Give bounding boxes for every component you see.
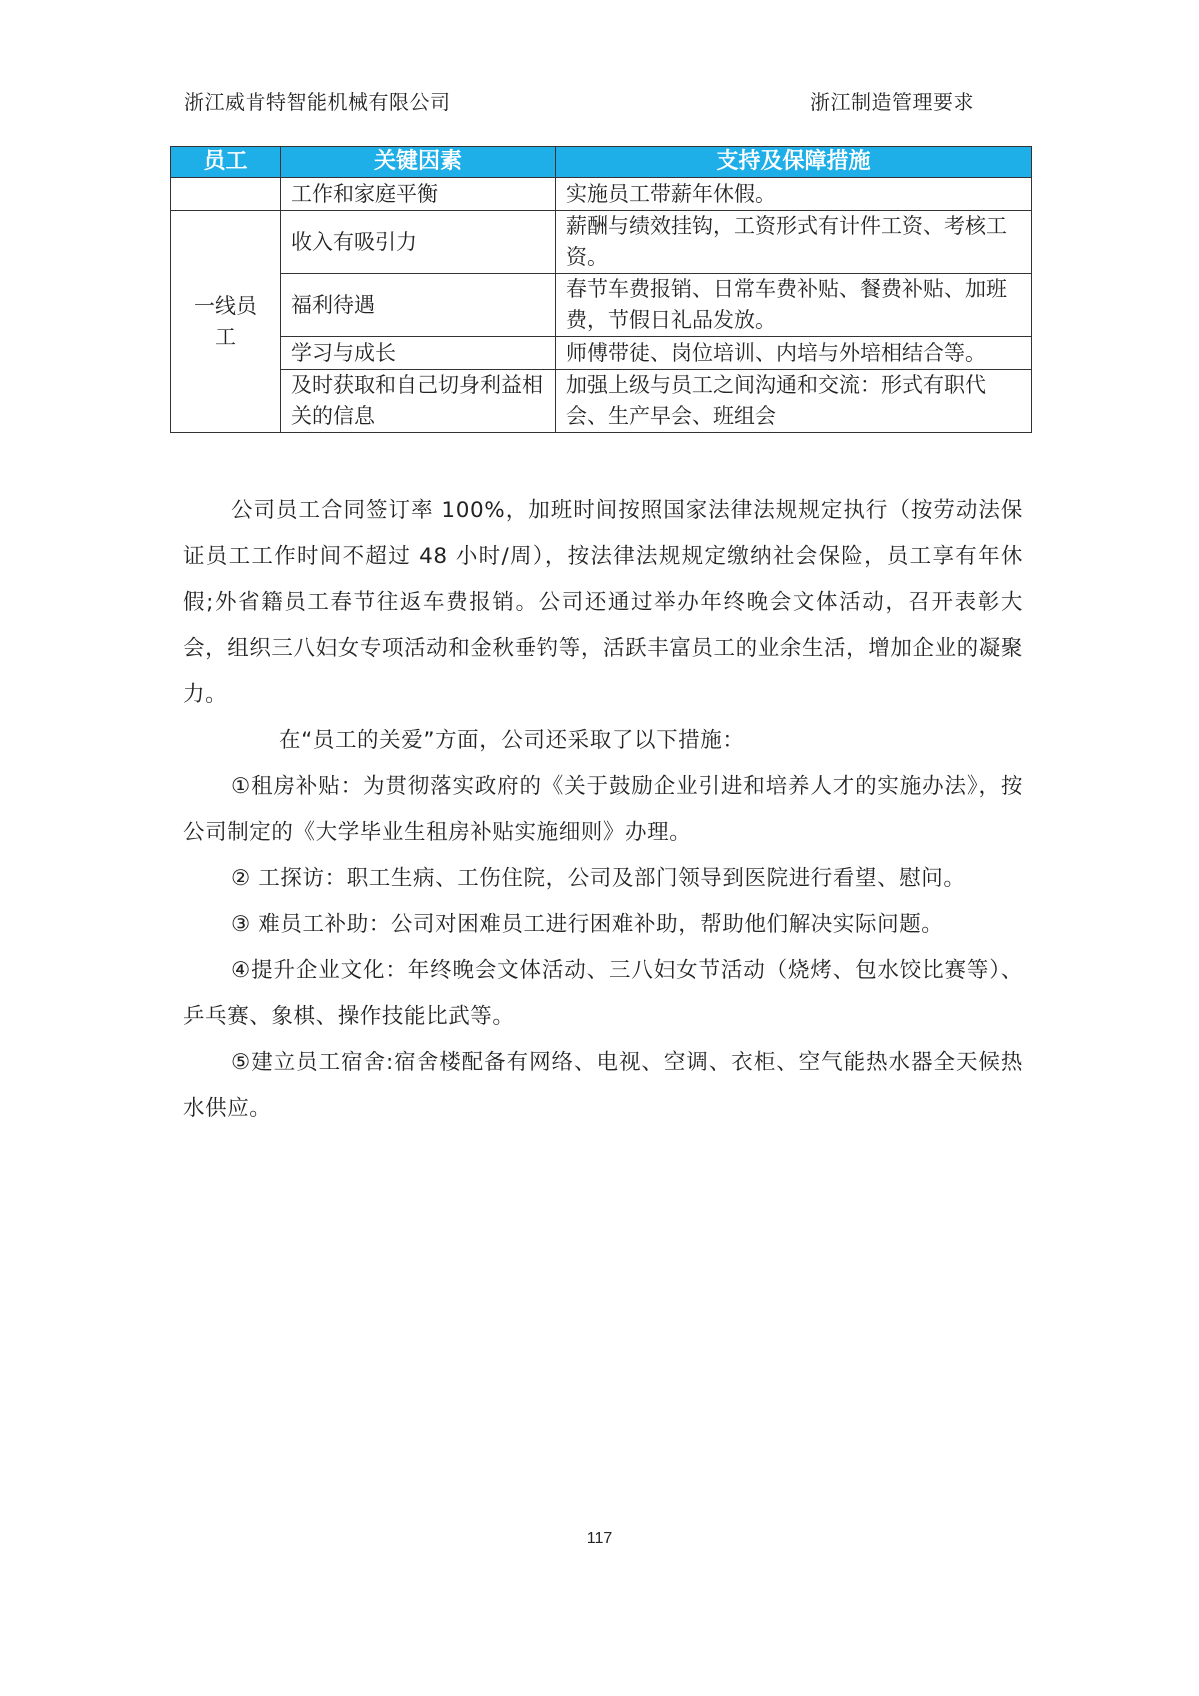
table-row [171,211,1032,274]
header-company: 浙江威肯特智能机械有限公司 [184,90,451,114]
employee-factors-table [170,146,1032,433]
care-item-hardship-aid: ③ 难员工补助：公司对困难员工进行困难补助，帮助他们解决实际问题。 [231,912,944,937]
care-item-rent-subsidy: ①租房补贴：为贯彻落实政府的《关于鼓励企业引进和培养人才的实施办法》，按公司制定的《大学毕业生租房补贴实施细则》办理。 [183,774,1023,845]
care-item-dormitory: ⑤建立员工宿舍:宿舍楼配备有网络、电视、空调、衣柜、空气能热水器全天候热水供应。 [183,1050,1023,1121]
paragraph-care-intro: 在“员工的关爱”方面，公司还采取了以下措施： [279,728,745,753]
factor-cell: 学习与成长 [281,337,556,370]
table-row [171,178,1032,211]
column-header-factor: 关键因素 [281,147,556,178]
column-header-measure: 支持及保障措施 [556,147,1032,178]
factor-cell: 福利待遇 [281,274,556,337]
column-header-employee: 员工 [171,147,281,178]
measure-cell: 春节车费报销、日常车费补贴、餐费补贴、加班费，节假日礼品发放。 [556,274,1032,337]
body-text [183,488,1023,1132]
measure-cell: 实施员工带薪年休假。 [556,178,1032,211]
table-row [171,337,1032,370]
table-header-row [171,147,1032,178]
factor-cell: 及时获取和自己切身利益相关的信息 [281,370,556,433]
care-item-culture: ④提升企业文化：年终晚会文体活动、三八妇女节活动（烧烤、包水饺比赛等）、乒乓赛、象棋、操作技能比武等。 [183,958,1023,1029]
care-item-visit: ② 工探访：职工生病、工伤住院，公司及部门领导到医院进行看望、慰问。 [231,866,966,891]
measure-cell: 薪酬与绩效挂钩，工资形式有计件工资、考核工资。 [556,211,1032,274]
header-section: 浙江制造管理要求 [810,90,974,114]
factor-cell: 收入有吸引力 [281,211,556,274]
table-row [171,370,1032,433]
measure-cell: 师傅带徒、岗位培训、内培与外培相结合等。 [556,337,1032,370]
page-number: 117 [586,1530,613,1547]
role-label: 一线员工 [194,293,257,349]
role-cell-frontline [171,211,281,433]
paragraph-contract: 公司员工合同签订率 100%，加班时间按照国家法律法规规定执行（按劳动法保证员工工作时间不超过 48 小时/周），按法律法规规定缴纳社会保险，员工享有年休假;外省籍员工春节往返车费报销。公司还通过举办年终晚会文体活动，召开表彰大会，组织三八妇女专项活动和金秋垂钓等，活跃丰富员工的业余生活，增加企业的凝聚力。 [183,498,1023,707]
factor-cell: 工作和家庭平衡 [281,178,556,211]
role-cell [171,178,281,211]
measure-cell: 加强上级与员工之间沟通和交流：形式有职代会、生产早会、班组会 [556,370,1032,433]
table-row [171,274,1032,337]
